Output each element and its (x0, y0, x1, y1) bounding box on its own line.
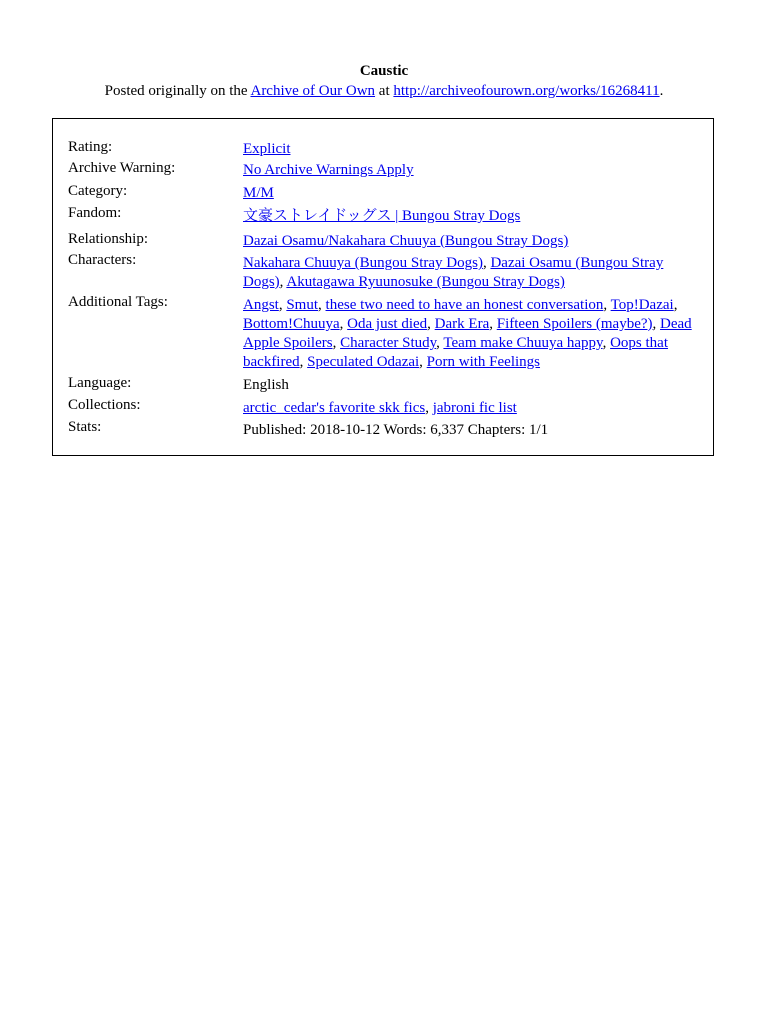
character-link[interactable]: Akutagawa Ryuunosuke (Bungou Stray Dogs) (286, 274, 565, 290)
work-metadata-box: Rating: Explicit Archive Warning: No Archive Warnings Apply Category: M/M Fandom: 文豪ストレイドッグス | Bungou Stray Dogs Relationship: Dazai Osamu/Nakahara Chuuya (Bungou Stray Dogs) Characters: Nakahara Chuuya (Bungou Stray Dogs), Dazai Osamu (Bungou Stray Dogs), Akutagawa Ryuunosuke (Bungou Stray Dogs) Additional Tags: Angst, Smut, these two need to have an honest conversation, Top!Dazai, Bottom!Chuuya, Oda just died, Dark Era, Fifteen Spoilers (maybe?), Dead Apple Spoilers, Character Study, Team make Chuuya happy, Oops that backfired, Speculated Odazai, Porn with Feelings Language: English Collections: arctic_cedar's favorite skk fics, jabroni fic list Stats: Published: 2018-10-12 Words: 6,337 Chapters: 1/1 (52, 118, 714, 456)
archive-warning-label: Archive Warning: (68, 160, 176, 176)
character-link[interactable]: Dazai Osamu (Bungou Stray Dogs) (243, 255, 664, 290)
collection-link[interactable]: jabroni fic list (432, 400, 517, 416)
tag-link[interactable]: Top!Dazai (610, 297, 674, 313)
collection-link[interactable]: arctic_cedar's favorite skk fics (243, 400, 426, 416)
category-label: Category: (68, 183, 128, 199)
tag-link[interactable]: Character Study (340, 335, 437, 351)
character-link[interactable]: Nakahara Chuuya (Bungou Stray Dogs) (243, 255, 483, 271)
language-label: Language: (68, 375, 132, 391)
posted-originally-line (0, 82, 768, 101)
additional-tags-label: Additional Tags: (68, 294, 168, 310)
tag-link[interactable]: Team make Chuuya happy (443, 335, 603, 351)
archive-link[interactable]: Archive of Our Own (250, 83, 376, 99)
tag-link[interactable]: Dead Apple Spoilers (243, 316, 692, 351)
rating-label: Rating: (68, 139, 113, 155)
posted-prefix-text: Posted originally on the (104, 83, 251, 99)
tag-link[interactable]: these two need to have an honest conversation (325, 297, 604, 313)
language-value: English (243, 377, 289, 393)
tag-link[interactable]: Porn with Feelings (426, 354, 541, 370)
tag-link[interactable]: Angst (243, 297, 279, 313)
archive-warning-link[interactable]: No Archive Warnings Apply (243, 162, 414, 178)
relationship-label: Relationship: (68, 231, 148, 247)
work-url-link[interactable]: http://archiveofourown.org/works/16268411 (393, 83, 660, 99)
collections-label: Collections: (68, 397, 141, 413)
at-text: at (375, 83, 394, 99)
rating-link[interactable]: Explicit (243, 141, 291, 157)
tag-link[interactable]: Oops that backfired (243, 335, 669, 370)
stats-label: Stats: (68, 419, 102, 435)
work-title: Caustic (359, 63, 409, 79)
characters-label: Characters: (68, 252, 137, 268)
tag-link[interactable]: Speculated Odazai (307, 354, 420, 370)
relationship-link[interactable]: Dazai Osamu/Nakahara Chuuya (Bungou Stray Dogs) (243, 233, 569, 249)
category-link[interactable]: M/M (243, 185, 274, 201)
tag-link[interactable]: Oda just died (347, 316, 428, 332)
fandom-label: Fandom: (68, 205, 122, 221)
stats-value: Published: 2018-10-12 Words: 6,337 Chapters: 1/1 (243, 422, 549, 438)
period-text: . (659, 83, 664, 99)
tag-link[interactable]: Fifteen Spoilers (maybe?) (496, 316, 653, 332)
tag-link[interactable]: Bottom!Chuuya (243, 316, 340, 332)
fandom-link[interactable]: 文豪ストレイドッグス | Bungou Stray Dogs (243, 208, 521, 224)
tag-link[interactable]: Dark Era (434, 316, 490, 332)
tag-link[interactable]: Smut (286, 297, 319, 313)
